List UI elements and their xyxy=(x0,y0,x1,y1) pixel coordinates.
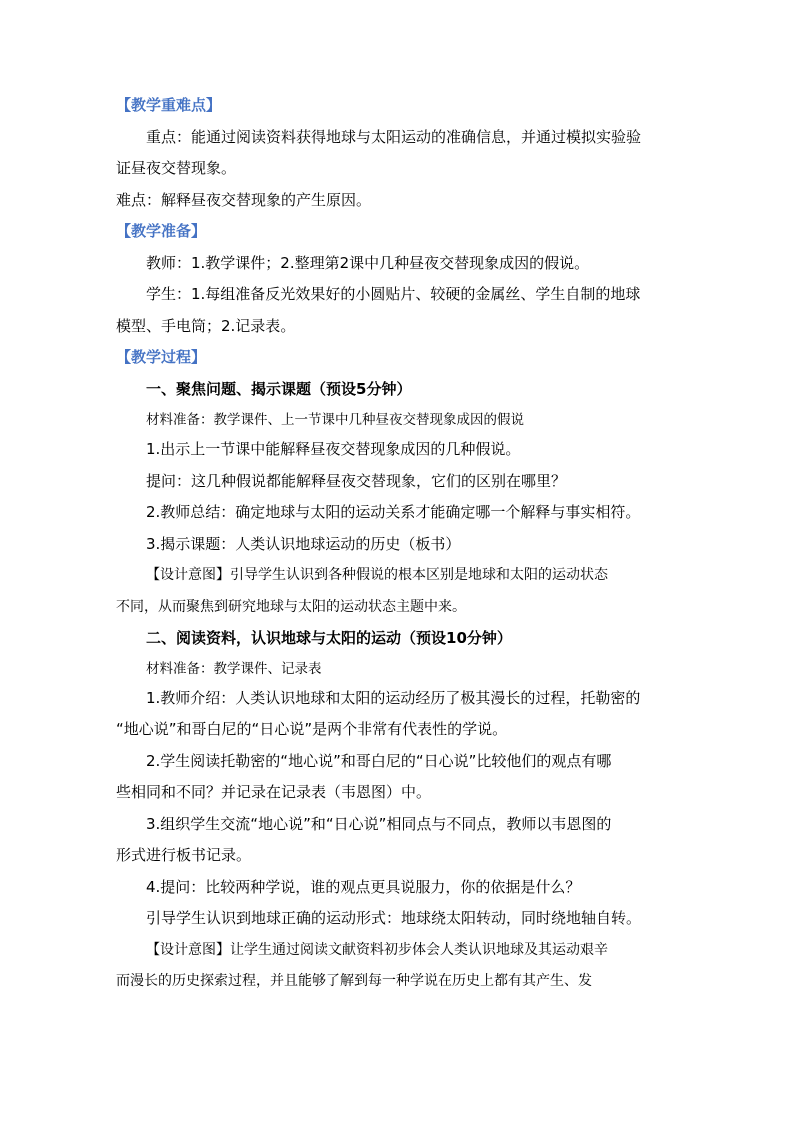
part-one-materials: 材料准备：教学课件、上一节课中几种昼夜交替现象成因的假说 xyxy=(146,412,524,428)
part-one-design-intent-cont: 不同，从而聚焦到研究地球与太阳的运动状态主题中来。 xyxy=(116,599,466,615)
part-two-step-3-cont: 形式进行板书记录。 xyxy=(116,846,252,864)
part-two-guidance: 引导学生认识到地球正确的运动形式：地球绕太阳转动，同时绕地轴自转。 xyxy=(146,909,642,927)
part-two-step-1: 1.教师介绍：人类认识地球和太阳的运动经历了极其漫长的过程，托勒密的 xyxy=(146,689,641,707)
part-two-step-2: 2.学生阅读托勒密的“地心说”和哥白尼的“日心说”比较他们的观点有哪 xyxy=(146,752,612,770)
part-one-question: 提问：这几种假说都能解释昼夜交替现象，它们的区别在哪里？ xyxy=(146,472,567,490)
key-point-text-cont: 证昼夜交替现象。 xyxy=(116,159,237,177)
difficulty-text: 难点：解释昼夜交替现象的产生原因。 xyxy=(116,191,372,209)
part-two-design-intent: 【设计意图】让学生通过阅读文献资料初步体会人类认识地球及其运动艰辛 xyxy=(146,942,608,958)
part-two-step-1-cont: “地心说”和哥白尼的“日心说”是两个非常有代表性的学说。 xyxy=(116,720,508,738)
part-two-step-3: 3.组织学生交流“地心说”和“日心说”相同点与不同点，教师以韦恩图的 xyxy=(146,815,612,833)
teacher-prep-text: 教师：1.教学课件；2.整理第2课中几种昼夜交替现象成因的假说。 xyxy=(146,254,590,272)
part-one-design-intent: 【设计意图】引导学生认识到各种假说的根本区别是地球和太阳的运动状态 xyxy=(146,567,608,583)
section-heading-preparation: 【教学准备】 xyxy=(116,222,207,240)
part-two-step-2-cont: 些相同和不同？并记录在记录表（韦恩图）中。 xyxy=(116,783,432,801)
part-one-step-2: 2.教师总结：确定地球与太阳的运动关系才能确定哪一个解释与事实相符。 xyxy=(146,503,641,521)
part-one-step-3: 3.揭示课题：人类认识地球运动的历史（板书） xyxy=(146,535,461,553)
part-two-design-intent-cont: 而漫长的历史探索过程，并且能够了解到每一种学说在历史上都有其产生、发 xyxy=(116,973,592,989)
student-prep-text: 学生：1.每组准备反光效果好的小圆贴片、较硬的金属丝、学生自制的地球 xyxy=(146,285,641,303)
part-two-materials: 材料准备：教学课件、记录表 xyxy=(146,661,322,677)
key-point-text: 重点：能通过阅读资料获得地球与太阳运动的准确信息，并通过模拟实验验 xyxy=(146,128,642,146)
part-one-title: 一、聚焦问题、揭示课题（预设5分钟） xyxy=(146,380,412,398)
section-heading-process: 【教学过程】 xyxy=(116,348,207,366)
student-prep-text-cont: 模型、手电筒；2.记录表。 xyxy=(116,317,296,335)
section-heading-key-points: 【教学重难点】 xyxy=(116,96,222,114)
part-two-title: 二、阅读资料，认识地球与太阳的运动（预设10分钟） xyxy=(146,629,512,647)
part-two-step-4: 4.提问：比较两种学说，谁的观点更具说服力，你的依据是什么？ xyxy=(146,878,581,896)
part-one-step-1: 1.出示上一节课中能解释昼夜交替现象成因的几种假说。 xyxy=(146,440,521,458)
